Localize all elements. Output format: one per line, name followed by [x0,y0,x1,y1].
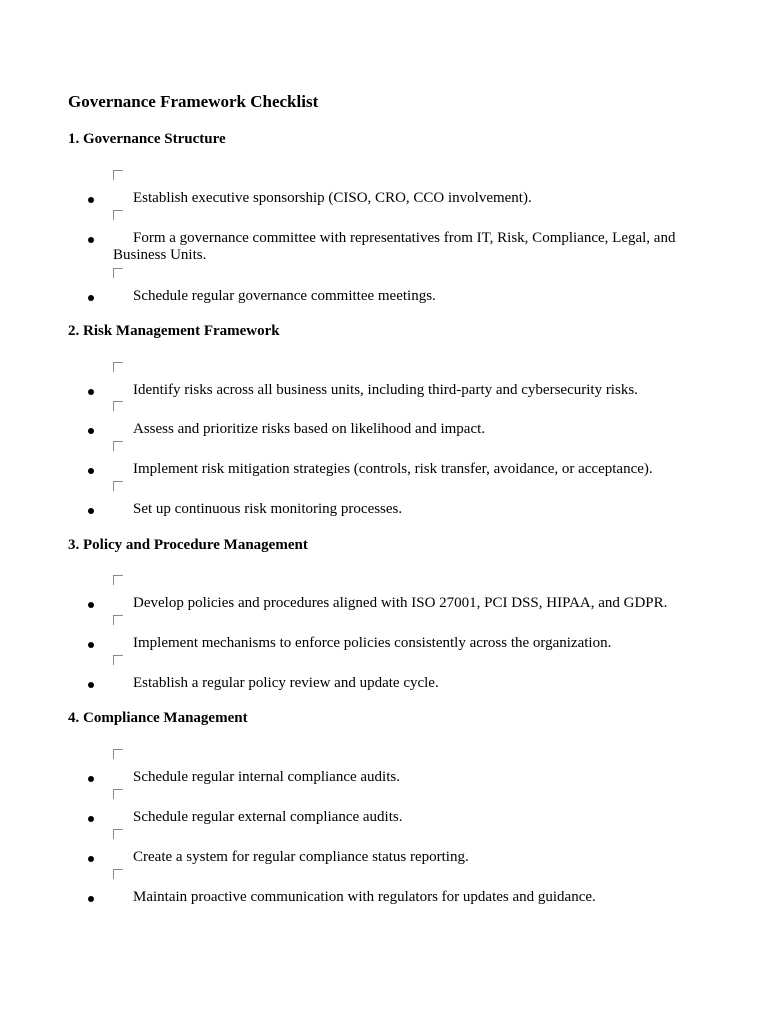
checkbox[interactable] [113,268,123,278]
bullet-icon [88,197,94,203]
section-heading-governance-structure: 1. Governance Structure [68,131,226,147]
list-item-text: Implement mechanisms to enforce policies consistently across the organization. [133,635,612,651]
document-title: Governance Framework Checklist [68,92,319,111]
list-item-text: Maintain proactive communication with regulators for updates and guidance. [133,889,596,905]
bullet-icon [88,428,94,434]
list-item-text: Form a governance committee with representatives from IT, Risk, Compliance, Legal, and Business Units. [113,230,676,263]
checkbox[interactable] [113,362,123,372]
bullet-icon [88,896,94,902]
list-item-text: Assess and prioritize risks based on likelihood and impact. [133,421,486,437]
checkbox[interactable] [113,829,123,839]
list-item-text: Identify risks across all business units, including third-party and cybersecurity risks. [133,382,638,398]
checkbox[interactable] [113,655,123,665]
checkbox[interactable] [113,749,123,759]
checkbox[interactable] [113,401,123,411]
bullet-icon [88,468,94,474]
checkbox[interactable] [113,441,123,451]
list-item-text: Schedule regular governance committee meetings. [133,288,436,304]
bullet-icon [88,816,94,822]
section-heading-policy-procedure: 3. Policy and Procedure Management [68,537,308,553]
list-item-text: Schedule regular external compliance audits. [133,809,403,825]
list-item-text: Create a system for regular compliance status reporting. [133,849,469,865]
list-item-text: Establish a regular policy review and update cycle. [133,675,439,691]
section-heading-risk-management: 2. Risk Management Framework [68,323,280,339]
list-item-text: Schedule regular internal compliance audits. [133,769,400,785]
checkbox[interactable] [113,869,123,879]
checkbox[interactable] [113,575,123,585]
bullet-icon [88,602,94,608]
list-item-text: Establish executive sponsorship (CISO, CRO, CCO involvement). [133,190,532,206]
list-item-text: Develop policies and procedures aligned with ISO 27001, PCI DSS, HIPAA, and GDPR. [133,595,668,611]
bullet-icon [88,389,94,395]
list-item-text: Implement risk mitigation strategies (controls, risk transfer, avoidance, or acceptance). [133,461,653,477]
checkbox[interactable] [113,481,123,491]
bullet-icon [88,776,94,782]
bullet-icon [88,295,94,301]
section-heading-compliance: 4. Compliance Management [68,710,248,726]
bullet-icon [88,237,94,243]
checkbox[interactable] [113,210,123,220]
bullet-icon [88,682,94,688]
checkbox[interactable] [113,789,123,799]
bullet-icon [88,856,94,862]
checkbox[interactable] [113,170,123,180]
list-item-text: Set up continuous risk monitoring processes. [133,501,403,517]
bullet-icon [88,642,94,648]
bullet-icon [88,508,94,514]
checkbox[interactable] [113,615,123,625]
